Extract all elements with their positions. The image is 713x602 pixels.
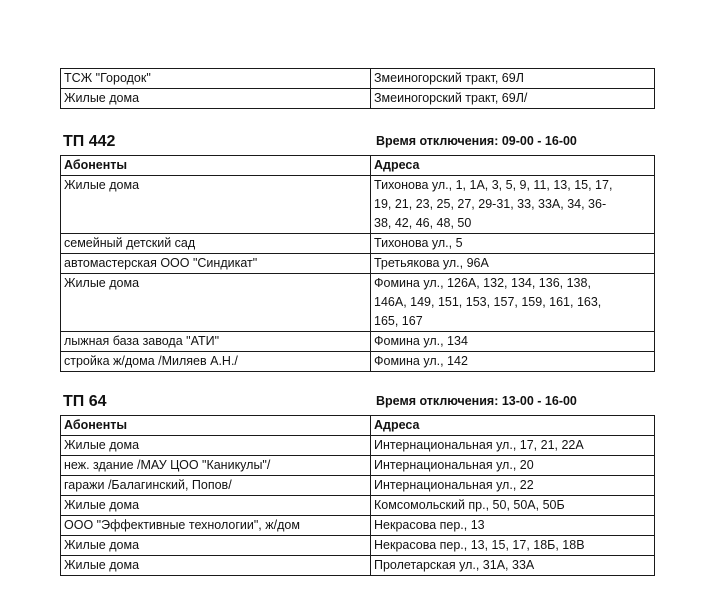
- address-line: 165, 167: [374, 314, 423, 328]
- address-line: 38, 42, 46, 48, 50: [374, 216, 472, 230]
- address-cell: [371, 176, 655, 234]
- address-cell: Некрасова пер., 13, 15, 17, 18Б, 18В: [371, 536, 655, 556]
- address-cell: Комсомольский пр., 50, 50А, 50Б: [371, 496, 655, 516]
- address-line: 146А, 149, 151, 153, 157, 159, 161, 163,: [374, 295, 602, 309]
- subscriber-cell: Жилые дома: [61, 176, 371, 234]
- subscriber-cell: Жилые дома: [61, 89, 371, 109]
- table-row: [61, 476, 655, 496]
- address-cell: Интернациональная ул., 17, 21, 22А: [371, 436, 655, 456]
- address-cell: Змеиногорский тракт, 69Л: [371, 69, 655, 89]
- subscriber-cell: Жилые дома: [61, 556, 371, 576]
- address-line: 19, 21, 23, 25, 27, 29-31, 33, 33А, 34, 36-: [374, 197, 607, 211]
- section-title-tp64: ТП 64: [63, 393, 107, 410]
- subscriber-cell: Жилые дома: [61, 274, 371, 332]
- table-row: [61, 274, 655, 332]
- column-header-addresses: Адреса: [371, 416, 655, 436]
- subscriber-cell: лыжная база завода "АТИ": [61, 332, 371, 352]
- table-row: [61, 352, 655, 372]
- subscriber-cell: гаражи /Балагинский, Попов/: [61, 476, 371, 496]
- section-title-tp442: ТП 442: [63, 133, 116, 150]
- address-line: Фомина ул., 142: [374, 354, 468, 368]
- address-cell: Интернациональная ул., 20: [371, 456, 655, 476]
- subscriber-cell: неж. здание /МАУ ЦОО "Каникулы"/: [61, 456, 371, 476]
- table-row: [61, 556, 655, 576]
- subscriber-cell: автомастерская ООО "Синдикат": [61, 254, 371, 274]
- table-row: [61, 69, 655, 89]
- address-line: Тихонова ул., 1, 1А, 3, 5, 9, 11, 13, 15, 17,: [374, 178, 613, 192]
- address-cell: Змеиногорский тракт, 69Л/: [371, 89, 655, 109]
- subscriber-cell: Жилые дома: [61, 536, 371, 556]
- table-row: [61, 89, 655, 109]
- address-cell: [371, 274, 655, 332]
- section-outage-time-tp442: Время отключения: 09-00 - 16-00: [376, 134, 577, 148]
- table-row: [61, 234, 655, 254]
- table-row: [61, 456, 655, 476]
- column-header-subscribers: Абоненты: [61, 156, 371, 176]
- address-line: Фомина ул., 134: [374, 334, 468, 348]
- outage-table-continued: [60, 68, 655, 109]
- address-line: Третьякова ул., 96А: [374, 256, 489, 270]
- section-outage-time-tp64: Время отключения: 13-00 - 16-00: [376, 394, 577, 408]
- subscriber-cell: стройка ж/дома /Миляев А.Н./: [61, 352, 371, 372]
- outage-table-tp442: [60, 155, 655, 372]
- subscriber-cell: Жилые дома: [61, 436, 371, 456]
- table-header-row: [61, 416, 655, 436]
- address-cell: Некрасова пер., 13: [371, 516, 655, 536]
- address-cell: [371, 234, 655, 254]
- subscriber-cell: ТСЖ "Городок": [61, 69, 371, 89]
- address-line: Тихонова ул., 5: [374, 236, 463, 250]
- subscriber-cell: ООО "Эффективные технологии", ж/дом: [61, 516, 371, 536]
- address-line: Фомина ул., 126А, 132, 134, 136, 138,: [374, 276, 591, 290]
- address-cell: [371, 352, 655, 372]
- address-cell: Интернациональная ул., 22: [371, 476, 655, 496]
- column-header-subscribers: Абоненты: [61, 416, 371, 436]
- outage-table-tp64: [60, 415, 655, 576]
- table-row: [61, 254, 655, 274]
- table-row: [61, 516, 655, 536]
- table-row: [61, 332, 655, 352]
- table-row: [61, 176, 655, 234]
- subscriber-cell: Жилые дома: [61, 496, 371, 516]
- table-row: [61, 436, 655, 456]
- address-cell: Пролетарская ул., 31А, 33А: [371, 556, 655, 576]
- address-cell: [371, 332, 655, 352]
- column-header-addresses: Адреса: [371, 156, 655, 176]
- table-row: [61, 496, 655, 516]
- subscriber-cell: семейный детский сад: [61, 234, 371, 254]
- table-header-row: [61, 156, 655, 176]
- address-cell: [371, 254, 655, 274]
- table-row: [61, 536, 655, 556]
